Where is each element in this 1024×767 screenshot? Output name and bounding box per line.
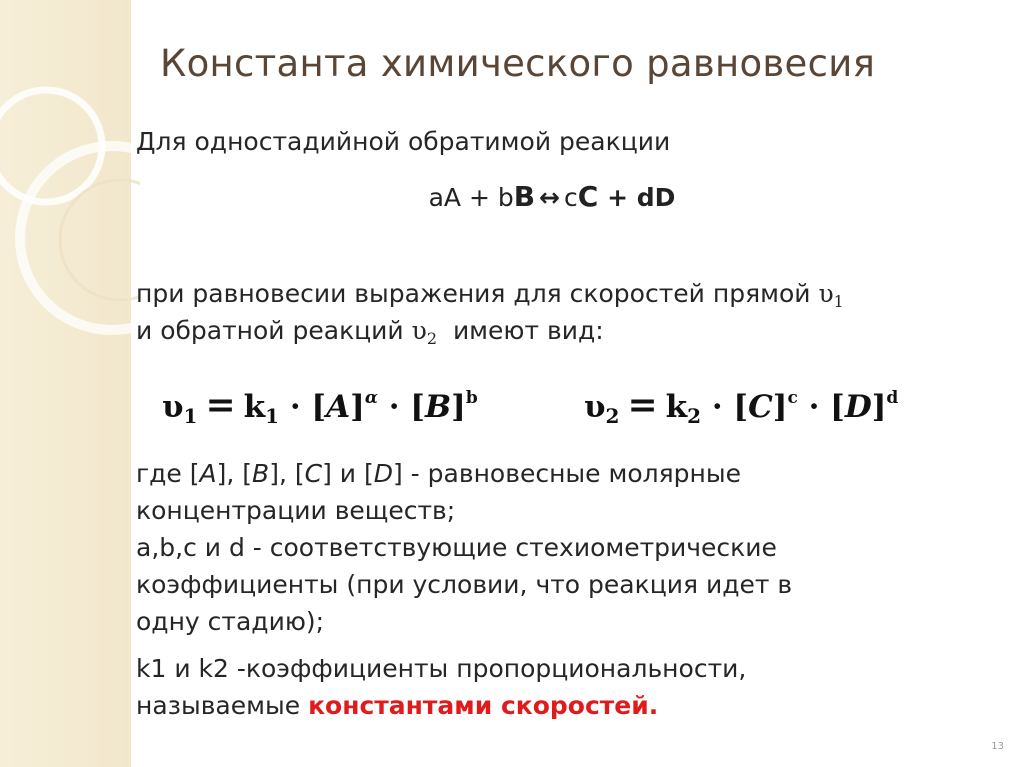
slide-title: Константа химического равновесия	[160, 42, 876, 85]
velocity-symbol-2: $\upsilon_2$	[411, 316, 438, 348]
rate-formula-forward: $\upsilon_1 = k_1 \cdot [A]^\alpha \cdot [B]^b$	[162, 384, 478, 428]
rate-formula-reverse: $\upsilon_2 = k_2 \cdot [C]^c \cdot [D]^d$	[584, 384, 899, 428]
explanation-line3: a,b,c и d - соответствующие стехиометрические	[136, 533, 777, 562]
intro-text: Для одностадийной обратимой реакции	[136, 127, 671, 156]
double-arrow-icon: ↔	[539, 183, 561, 212]
decorative-rings	[0, 0, 140, 767]
explanation-line1: где [A], [B], [C] и [D] - равновесные молярные	[136, 459, 741, 488]
explanation-line6: k1 и k2 -коэффициенты пропорциональности,	[136, 654, 747, 683]
explanation-line4: коэффициенты (при условии, что реакция идет в	[136, 570, 793, 599]
highlighted-term: константами скоростей.	[308, 691, 659, 720]
explanation-line7: называемые константами скоростей.	[136, 691, 659, 720]
rates-text-line1: при равновесии выражения для скоростей прямой $\upsilon_1$	[136, 279, 844, 311]
explanation-line5: одну стадию);	[136, 607, 325, 636]
rates-text-line2: и обратной реакций $\upsilon_2$ имеют вид:	[136, 316, 604, 348]
reaction-equation: aA + bB ↔ cC + dD	[428, 180, 676, 213]
velocity-symbol-1: $\upsilon_1$	[818, 279, 844, 311]
page-number: 13	[991, 741, 1004, 752]
explanation-line2: концентрации веществ;	[136, 496, 456, 525]
